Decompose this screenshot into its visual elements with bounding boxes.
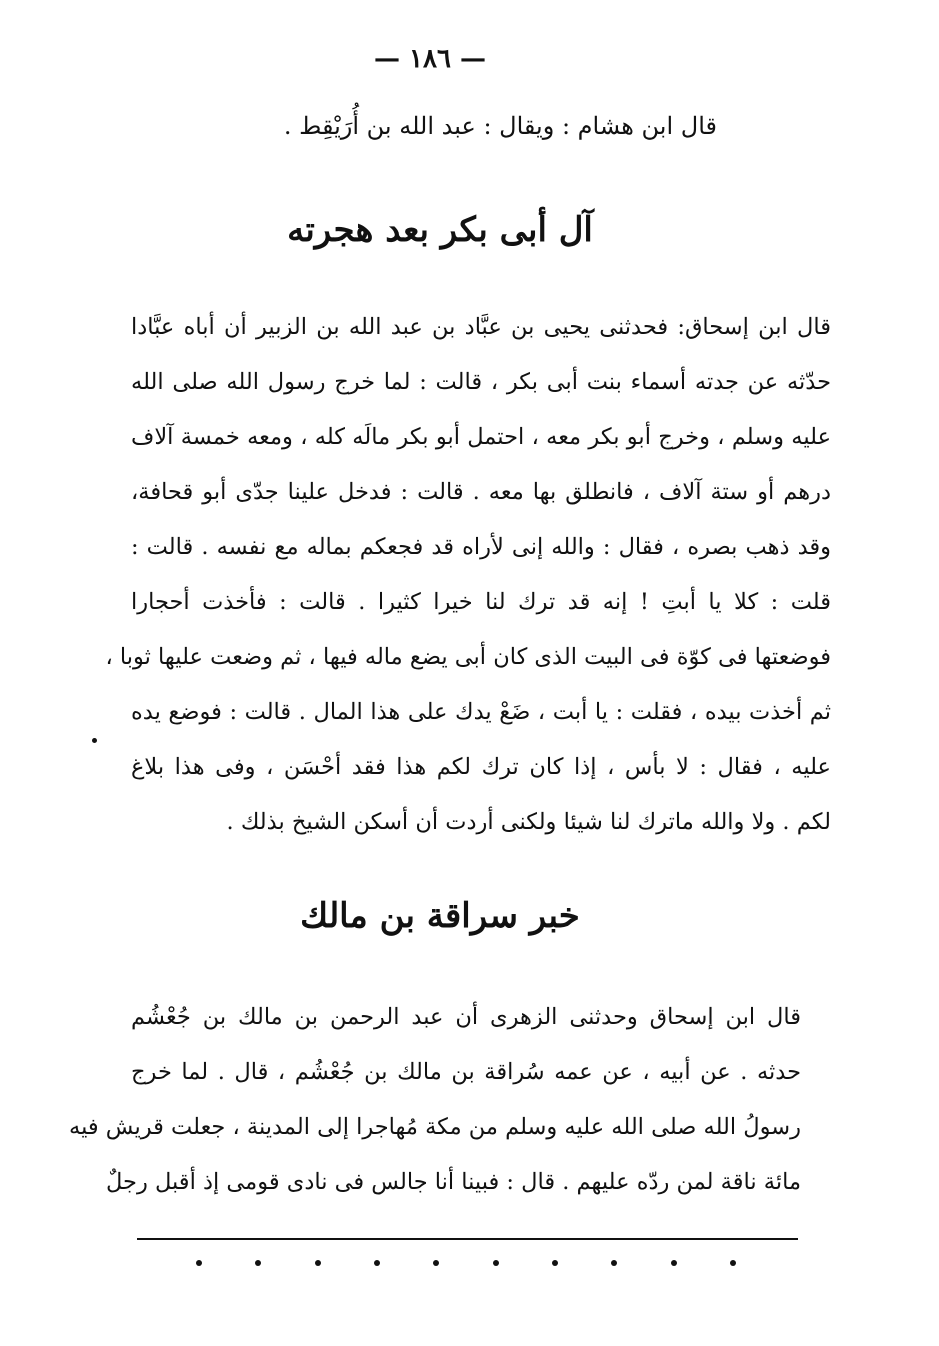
text-line: عليه ، فقال : لا بأس ، إذا كان ترك لكم هذا فقد أحْسَن ، وفى هذا بلاغ <box>131 754 831 780</box>
intro-line: قال ابن هشام : ويقال : عبد الله بن أُرَيْقِط . <box>283 112 717 140</box>
section-heading-abu-bakr-family: آل أبى بكر بعد هجرته <box>287 210 593 250</box>
section-paragraph-suraqa <box>69 990 801 1210</box>
footnote-dot <box>611 1260 617 1266</box>
text-line: فوضعتها فى كوّة فى البيت الذى كان أبى يضع ماله فيها ، ثم وضعت عليها ثوبا ، <box>105 644 831 670</box>
text-line: قال ابن إسحاق وحدثنى الزهرى أن عبد الرحمن بن مالك بن جُعْشُم <box>131 1004 801 1030</box>
footnote-dot <box>255 1260 261 1266</box>
footnote-dot <box>196 1260 202 1266</box>
text-line: درهم أو ستة آلاف ، فانطلق بها معه . قالت : فدخل علينا جدّى أبو قحافة، <box>131 479 831 505</box>
text-line: لكم . ولا والله ماترك لنا شيئا ولكنى أردت أن أسكن الشيخ بذلك . <box>226 809 831 835</box>
page-number: — ١٨٦ — <box>373 44 487 74</box>
footnote-dot <box>552 1260 558 1266</box>
text-line: عليه وسلم ، وخرج أبو بكر معه ، احتمل أبو بكر مالَه كله ، ومعه خمسة آلاف <box>131 424 831 450</box>
footnote-dot <box>671 1260 677 1266</box>
text-line: ثم أخذت بيده ، فقلت : يا أبت ، ضَعْ يدك على هذا المال . قالت : فوضع يده <box>131 699 831 725</box>
section-paragraph-abu-bakr-family <box>105 300 831 850</box>
text-line: وقد ذهب بصره ، فقال : والله إنى لأراه قد فجعكم بماله مع نفسه . قالت : <box>131 534 831 560</box>
text-line: رسولُ الله صلى الله عليه وسلم من مكة مُهاجرا إلى المدينة ، جعلت قريش فيه <box>69 1114 801 1140</box>
text-line: حدّثه عن جدته أسماء بنت أبى بكر ، قالت : لما خرج رسول الله صلى الله <box>131 369 831 395</box>
footnote-rule <box>137 1238 798 1240</box>
footnote-dot <box>433 1260 439 1266</box>
footnote-dot <box>730 1260 736 1266</box>
section-heading-suraqa: خبر سراقة بن مالك <box>300 896 580 936</box>
footnote-dot <box>315 1260 321 1266</box>
text-line: قلت : كلا يا أبتِ ! إنه قد ترك لنا خيرا كثيرا . قالت : فأخذت أحجارا <box>131 589 831 615</box>
footnote-dot <box>493 1260 499 1266</box>
footnote-dot <box>374 1260 380 1266</box>
text-line: مائة ناقة لمن ردّه عليهم . قال : فبينا أنا جالس فى نادى قومى إذ أقبل رجلٌ <box>106 1169 801 1195</box>
footnote-dots <box>196 1260 736 1266</box>
print-speck <box>92 738 97 743</box>
text-line: حدثه . عن أبيه ، عن عمه سُراقة بن مالك بن جُعْشُم ، قال . لما خرج <box>131 1059 801 1085</box>
text-line: قال ابن إسحاق: فحدثنى يحيى بن عبَّاد بن عبد الله بن الزبير أن أباه عبَّادا <box>131 314 831 340</box>
